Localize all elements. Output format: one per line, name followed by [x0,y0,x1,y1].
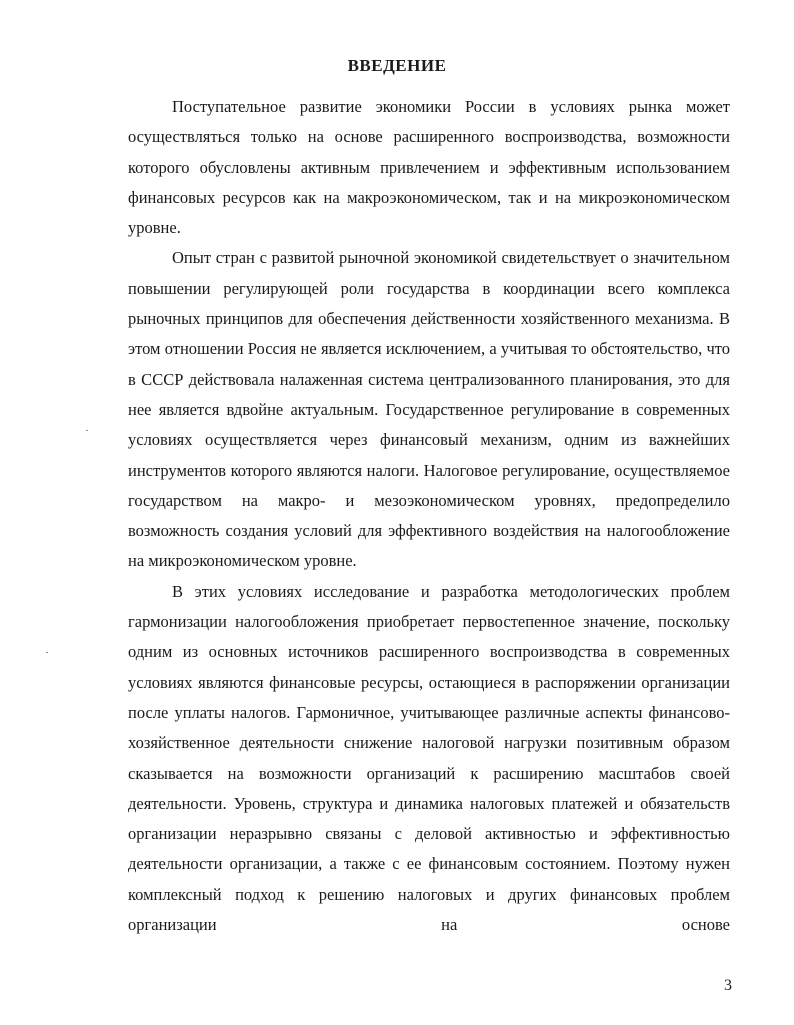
body-text [128,92,730,940]
paragraph-1: Поступательное развитие экономики России в условиях рынка может осуществляться только на основе расширенного воспроизводства, возможности которого обусловлены активным привлечением и эффективным использованием финансовых ресурсов как на макроэкономическом, так и на микроэкономическом уровне. [128,97,730,238]
scan-speck [86,430,88,431]
section-heading: ВВЕДЕНИЕ [347,56,447,75]
paragraph-2: Опыт стран с развитой рыночной экономикой свидетельствует о значительном повышении регулирующей роли государства в координации всего комплекса рыночных принципов для обеспечения действенности хозяйственного механизма. В этом отношении Россия не является исключением, а учитывая то обстоятельство, что в СССР действовала налаженная система централизованного планирования, это для нее является вдвойне актуальным. Государственное регулирование в современных условиях осуществляется через финансовый механизм, одним из важнейших инструментов которого являются налоги. Налоговое регулирование, осуществляемое государством на макро- и мезоэкономическом уровнях, предопределило возможность создания условий для эффективного воздействия на налогообложение на микроэкономическом уровне. [128,248,730,571]
scan-speck [46,652,48,653]
paragraph-3: В этих условиях исследование и разработка методологических проблем гармонизации налогообложения приобретает первостепенное значение, поскольку одним из основных источников расширенного воспроизводства в современных условиях являются финансовые ресурсы, остающиеся в распоряжении организации после уплаты налогов. Гармоничное, учитывающее различные аспекты финансово-хозяйственное деятельности снижение налоговой нагрузки позитивным образом сказывается на возможности организаций к расширению масштабов своей деятельности. Уровень, структура и динамика налоговых платежей и обязательств организации неразрывно связаны с деловой активностью и эффективностью деятельности организации, а также с ее финансовым состоянием. Поэтому нужен комплексный подход к решению налоговых и других финансовых проблем организации на основе [128,581,730,935]
page-number: 3 [724,977,732,994]
